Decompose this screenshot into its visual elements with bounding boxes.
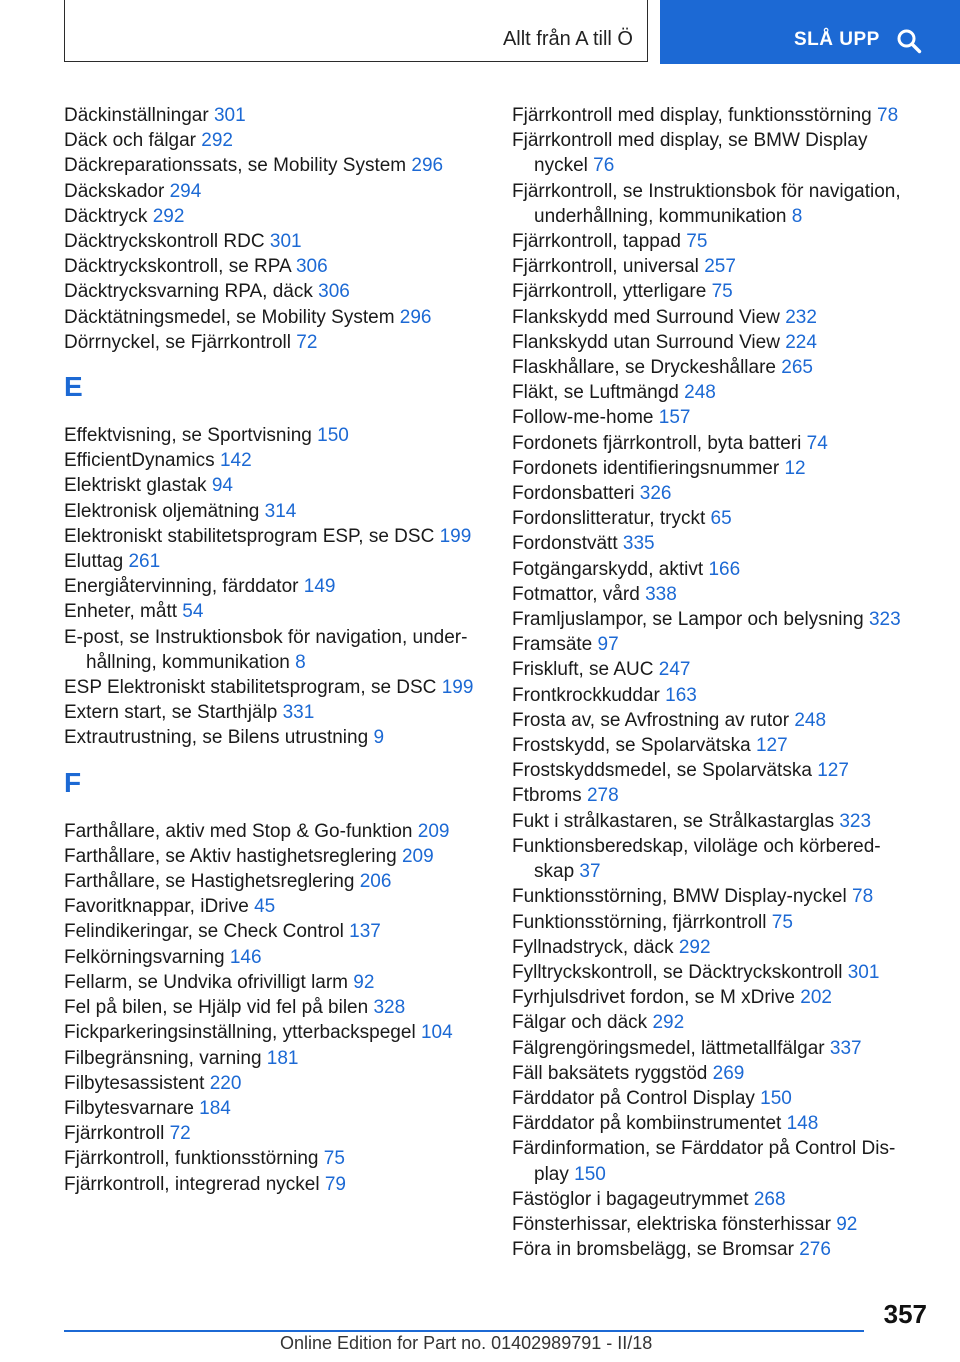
entry-term: Färdinformation, se Färddator på Control Dis-play	[512, 1138, 896, 1185]
entry-term: Elektriskt glastak	[64, 475, 207, 497]
entry-term: Föra in bromsbelägg, se Bromsar	[512, 1239, 794, 1261]
index-entry	[64, 1020, 484, 1045]
index-entry	[512, 1111, 912, 1136]
entry-term: Färddator på kombiinstrumentet	[512, 1113, 782, 1135]
page-link[interactable]: 8	[791, 205, 803, 227]
index-entry	[64, 153, 484, 178]
index-entry	[64, 473, 484, 498]
index-entry	[512, 1187, 912, 1212]
index-entry	[512, 935, 912, 960]
page-link[interactable]: 74	[806, 432, 828, 454]
index-entry	[64, 549, 484, 574]
page-link[interactable]: 326	[639, 483, 672, 505]
page-link[interactable]: 127	[755, 735, 788, 757]
index-entry	[512, 910, 912, 935]
entry-term: Fordonslitteratur, tryckt	[512, 508, 706, 530]
index-entry	[512, 481, 912, 506]
page-link[interactable]: 314	[264, 500, 297, 522]
index-entry	[512, 985, 912, 1010]
page-link[interactable]: 142	[219, 450, 252, 472]
edition-text: Online Edition for Part no. 01402989791 - II/18	[280, 1333, 653, 1353]
entry-term: Fjärrkontroll, integrerad nyckel	[64, 1173, 320, 1195]
page-link[interactable]: 206	[359, 871, 392, 893]
index-entry	[512, 1212, 912, 1237]
index-entry	[512, 1010, 912, 1035]
index-entry	[64, 869, 484, 894]
entry-term: Fjärrkontroll, universal	[512, 256, 699, 278]
entry-term: Däcktrycksvarning RPA, däck	[64, 281, 313, 303]
page-link[interactable]: 9	[373, 727, 385, 749]
entry-term: Fjärrkontroll, se Instruktionsbok för navigation, underhållning, kommunikation	[512, 180, 901, 227]
entry-term: Flankskydd med Surround View	[512, 306, 780, 328]
page-link[interactable]: 276	[799, 1239, 831, 1261]
page-link[interactable]: 148	[786, 1113, 819, 1135]
page-link[interactable]: 75	[771, 911, 793, 933]
index-entry	[64, 254, 484, 279]
index-entry	[512, 733, 912, 758]
entry-term: Effektvisning, se Sportvisning	[64, 425, 312, 447]
entry-term: Fläkt, se Luftmängd	[512, 382, 679, 404]
entry-term: Funktionsstörning, BMW Display-nyckel	[512, 886, 847, 908]
entry-term: Elektronisk oljemätning	[64, 500, 260, 522]
entry-term: Däckskador	[64, 180, 165, 202]
page-link[interactable]: 78	[852, 886, 874, 908]
entry-term: Felindikeringar, se Check Control	[64, 921, 344, 943]
index-entry	[64, 128, 484, 153]
index-entry	[64, 970, 484, 995]
index-entry	[64, 625, 484, 675]
page-link[interactable]: 232	[785, 306, 817, 328]
index-entry	[64, 945, 484, 970]
entry-term: Fordonstvätt	[512, 533, 618, 555]
index-entry	[512, 884, 912, 909]
entry-term: Fukt i strålkastaren, se Strålkastarglas	[512, 810, 835, 832]
page-link[interactable]: 306	[318, 281, 350, 303]
page-number: 357	[883, 1299, 927, 1329]
entry-term: Fjärrkontroll med display, funktionsstörning	[512, 105, 872, 126]
index-entry	[64, 1146, 484, 1171]
index-column-right	[512, 103, 912, 1262]
entry-term: Flaskhållare, se Dryckeshållare	[512, 357, 776, 379]
entry-term: Frontkrockkuddar	[512, 684, 660, 706]
page-link[interactable]: 257	[704, 256, 736, 278]
page-link[interactable]: 306	[295, 256, 328, 278]
page-link[interactable]: 220	[209, 1072, 242, 1094]
page-link[interactable]: 202	[800, 987, 832, 1009]
page-link[interactable]: 292	[678, 936, 711, 958]
index-entry	[512, 960, 912, 985]
index-entry	[64, 819, 484, 844]
index-entry	[512, 506, 912, 531]
index-entry	[512, 330, 912, 355]
page-link[interactable]: 294	[169, 180, 202, 202]
page-link[interactable]: 94	[211, 475, 233, 497]
index-entry	[512, 431, 912, 456]
section-letter: F	[64, 766, 82, 798]
page-link[interactable]: 337	[829, 1037, 862, 1059]
index-entry	[64, 448, 484, 473]
index-entry	[64, 725, 484, 750]
entry-term: Dörrnyckel, se Fjärrkontroll	[64, 331, 291, 353]
page-link[interactable]: 137	[349, 921, 381, 943]
index-entry	[512, 607, 912, 632]
index-entry	[64, 229, 484, 254]
entry-term: Framsäte	[512, 634, 593, 656]
entry-term: Frostskyddsmedel, se Spolarvätska	[512, 760, 812, 782]
entry-term: Fellarm, se Undvika ofrivilligt larm	[64, 971, 349, 993]
page-link[interactable]: 72	[169, 1123, 191, 1145]
page-link[interactable]: 268	[753, 1188, 786, 1210]
index-entry	[64, 1121, 484, 1146]
entry-term: Fotgängarskydd, aktivt	[512, 558, 704, 580]
index-entry	[512, 1061, 912, 1086]
entry-term: Däcktätningsmedel, se Mobility System	[64, 306, 395, 328]
page-link[interactable]: 12	[784, 457, 806, 479]
entry-term: Framljuslampor, se Lampor och belysning	[512, 609, 864, 631]
entry-term: Felkörningsvarning	[64, 946, 225, 968]
entry-term: Ftbroms	[512, 785, 582, 807]
page-link[interactable]: 65	[710, 508, 732, 530]
page-link[interactable]: 150	[760, 1087, 792, 1109]
index-entry	[512, 405, 912, 430]
index-entry	[512, 305, 912, 330]
page-link[interactable]: 75	[686, 231, 708, 253]
entry-term: Follow-me-home	[512, 407, 654, 429]
index-entry	[512, 834, 912, 884]
entry-term: Enheter, mått	[64, 601, 178, 623]
index-entry	[64, 844, 484, 869]
entry-term: Extern start, se Starthjälp	[64, 702, 278, 724]
index-entry	[512, 758, 912, 783]
entry-term: Fordonets identifieringsnummer	[512, 457, 780, 479]
entry-term: Farthållare, aktiv med Stop & Go-funktion	[64, 820, 413, 842]
page-link[interactable]: 338	[645, 583, 677, 605]
index-entry	[512, 279, 912, 304]
index-entry	[64, 1071, 484, 1096]
page-link[interactable]: 248	[684, 382, 716, 404]
page-link[interactable]: 209	[417, 820, 450, 842]
page-link[interactable]: 146	[229, 946, 262, 968]
entry-term: Fälgar och däck	[512, 1012, 648, 1034]
lookup-button[interactable]	[660, 0, 960, 64]
entry-term: Fyllnadstryck, däck	[512, 936, 674, 958]
entry-term: Däckreparationssats, se Mobility System	[64, 155, 407, 177]
page-link[interactable]: 296	[411, 155, 444, 177]
page-link[interactable]: 301	[269, 231, 302, 253]
page-link[interactable]: 72	[296, 331, 318, 353]
page-link[interactable]: 184	[199, 1097, 231, 1119]
entry-term: Däckinställningar	[64, 105, 209, 126]
entry-term: E-post, se Instruktionsbok för navigation, under-hållning, kommunikation	[64, 626, 468, 673]
index-entry	[64, 204, 484, 229]
entry-term: Fästöglor i bagageutrymmet	[512, 1188, 749, 1210]
index-entry	[512, 1086, 912, 1111]
entry-term: Färddator på Control Display	[512, 1087, 755, 1109]
page-link[interactable]: 166	[708, 558, 741, 580]
entry-term: Farthållare, se Hastighetsreglering	[64, 871, 355, 893]
entry-term: ESP Elektroniskt stabilitetsprogram, se DSC	[64, 677, 437, 699]
index-entry	[512, 1036, 912, 1061]
index-entry	[512, 380, 912, 405]
page-link[interactable]: 248	[794, 709, 827, 731]
entry-term: Fjärrkontroll	[64, 1123, 165, 1145]
page-link[interactable]: 150	[574, 1163, 606, 1185]
page-link[interactable]: 278	[586, 785, 619, 807]
page-link[interactable]: 163	[665, 684, 697, 706]
entry-term: Däck och fälgar	[64, 130, 197, 152]
page-link[interactable]: 149	[303, 576, 336, 598]
page-link[interactable]: 76	[593, 155, 615, 177]
index-entry	[512, 708, 912, 733]
index-entry	[64, 179, 484, 204]
index-entry	[64, 894, 484, 919]
page-link[interactable]: 269	[712, 1062, 745, 1084]
entry-term: Filbytesvarnare	[64, 1097, 194, 1119]
page-link[interactable]: 157	[658, 407, 691, 429]
page-link[interactable]: 45	[254, 896, 276, 918]
entry-term: Energiåtervinning, färddator	[64, 576, 299, 598]
page-link[interactable]: 75	[711, 281, 733, 303]
index-entry	[512, 657, 912, 682]
page-link[interactable]: 335	[622, 533, 655, 555]
entry-term: Fylltryckskontroll, se Däcktryckskontroll	[512, 961, 843, 983]
page-link[interactable]: 127	[817, 760, 849, 782]
page-link[interactable]: 37	[579, 861, 601, 883]
a-to-o-label: Allt från A till Ö	[502, 28, 633, 50]
page-link[interactable]: 199	[441, 677, 474, 699]
page-link[interactable]: 209	[401, 845, 434, 867]
page-link[interactable]: 181	[266, 1047, 299, 1069]
index-entry	[64, 919, 484, 944]
index-entry	[512, 632, 912, 657]
index-entry	[64, 1172, 484, 1197]
entry-term: Däcktryckskontroll, se RPA	[64, 256, 291, 278]
entry-term: Fel på bilen, se Hjälp vid fel på bilen	[64, 997, 369, 1019]
index-entry	[512, 582, 912, 607]
entry-term: Friskluft, se AUC	[512, 659, 654, 681]
page-link[interactable]: 75	[323, 1148, 345, 1170]
entry-term: Däcktryck	[64, 205, 148, 227]
top-navigation-bar	[64, 0, 960, 64]
lookup-label: SLÅ UPP	[794, 29, 880, 50]
page-link[interactable]: 323	[839, 810, 872, 832]
page-link[interactable]: 79	[324, 1173, 346, 1195]
entry-term: Filbegränsning, varning	[64, 1047, 262, 1069]
page-link[interactable]: 292	[201, 130, 233, 152]
page-link[interactable]: 224	[785, 331, 817, 353]
index-entry	[64, 995, 484, 1020]
page-link[interactable]: 92	[353, 971, 375, 993]
page-link[interactable]: 296	[399, 306, 432, 328]
page-link[interactable]: 247	[658, 659, 691, 681]
index-entry	[512, 254, 912, 279]
index-entry	[64, 423, 484, 448]
page-link[interactable]: 54	[182, 601, 204, 623]
page-link[interactable]: 97	[597, 634, 619, 656]
index-entry	[64, 1046, 484, 1071]
page-link[interactable]: 265	[781, 357, 813, 379]
index-entry	[64, 675, 484, 700]
index-entry	[64, 305, 484, 330]
a-to-o-tab[interactable]	[64, 0, 648, 62]
entry-term: Filbytesassistent	[64, 1072, 205, 1094]
index-entry	[512, 1136, 912, 1186]
entry-term: Fotmattor, vård	[512, 583, 640, 605]
index-entry	[512, 531, 912, 556]
entry-term: Funktionsstörning, fjärrkontroll	[512, 911, 767, 933]
page-link[interactable]: 92	[836, 1213, 858, 1235]
index-entry	[512, 809, 912, 834]
page-link[interactable]: 78	[877, 105, 899, 126]
entry-term: Farthållare, se Aktiv hastighetsreglering	[64, 845, 397, 867]
page-link[interactable]: 8	[295, 651, 306, 673]
entry-term: Eluttag	[64, 551, 124, 573]
index-entry	[64, 103, 484, 128]
page-link[interactable]: 104	[420, 1022, 453, 1044]
entry-term: Fönsterhissar, elektriska fönsterhissar	[512, 1213, 831, 1235]
index-entry	[512, 456, 912, 481]
entry-term: Extrautrustning, se Bilens utrustning	[64, 727, 369, 749]
index-entry	[64, 574, 484, 599]
entry-term: Frostskydd, se Spolarvätska	[512, 735, 751, 757]
index-entry	[512, 783, 912, 808]
index-entry	[64, 499, 484, 524]
entry-term: Fjärrkontroll, funktionsstörning	[64, 1148, 319, 1170]
section-letter: E	[64, 371, 83, 403]
page-link[interactable]: 301	[213, 105, 246, 126]
page-link[interactable]: 301	[847, 961, 880, 983]
entry-term: Fjärrkontroll med display, se BMW Display nyckel	[512, 130, 868, 177]
page-link[interactable]: 323	[868, 609, 901, 631]
index-entry	[512, 683, 912, 708]
entry-term: EfficientDynamics	[64, 450, 215, 472]
index-entry	[512, 103, 912, 128]
entry-term: Fordonsbatteri	[512, 483, 635, 505]
entry-term: Funktionsberedskap, viloläge och körbered-skap	[512, 835, 881, 883]
search-icon	[896, 28, 922, 54]
footer-edition	[280, 1333, 652, 1354]
footer-divider	[64, 1330, 864, 1332]
page-link[interactable]: 292	[652, 1012, 685, 1034]
entry-term: Fälgrengöringsmedel, lättmetallfälgar	[512, 1037, 825, 1059]
index-entry	[64, 279, 484, 304]
entry-term: Elektroniskt stabilitetsprogram ESP, se DSC	[64, 525, 435, 547]
entry-term: Fjärrkontroll, ytterligare	[512, 281, 707, 303]
index-entry	[64, 330, 484, 355]
entry-term: Fickparkeringsinställning, ytterbackspegel	[64, 1022, 416, 1044]
index-entry	[64, 1096, 484, 1121]
index-entry	[512, 355, 912, 380]
index-column-left	[64, 103, 484, 1197]
entry-term: Däcktryckskontroll RDC	[64, 231, 265, 253]
page-link[interactable]: 331	[282, 702, 315, 724]
entry-term: Fordonets fjärrkontroll, byta batteri	[512, 432, 802, 454]
entry-term: Fyrhjulsdrivet fordon, se M xDrive	[512, 987, 795, 1009]
index-entry	[64, 524, 484, 549]
index-entry	[512, 1237, 912, 1262]
index-entry	[512, 229, 912, 254]
index-entry	[64, 599, 484, 624]
index-entry	[512, 128, 912, 178]
page-link[interactable]: 150	[317, 425, 349, 447]
entry-term: Favoritknappar, iDrive	[64, 896, 249, 918]
page-link[interactable]: 292	[152, 205, 185, 227]
page-link[interactable]: 328	[373, 997, 406, 1019]
index-entry	[512, 557, 912, 582]
page-link[interactable]: 199	[439, 525, 472, 547]
index-entry	[512, 179, 912, 229]
entry-term: Fäll baksätets ryggstöd	[512, 1062, 708, 1084]
entry-term: Fjärrkontroll, tappad	[512, 231, 681, 253]
entry-term: Flankskydd utan Surround View	[512, 331, 780, 353]
index-entry	[64, 700, 484, 725]
entry-term: Frosta av, se Avfrostning av rutor	[512, 709, 790, 731]
page-link[interactable]: 261	[128, 551, 161, 573]
